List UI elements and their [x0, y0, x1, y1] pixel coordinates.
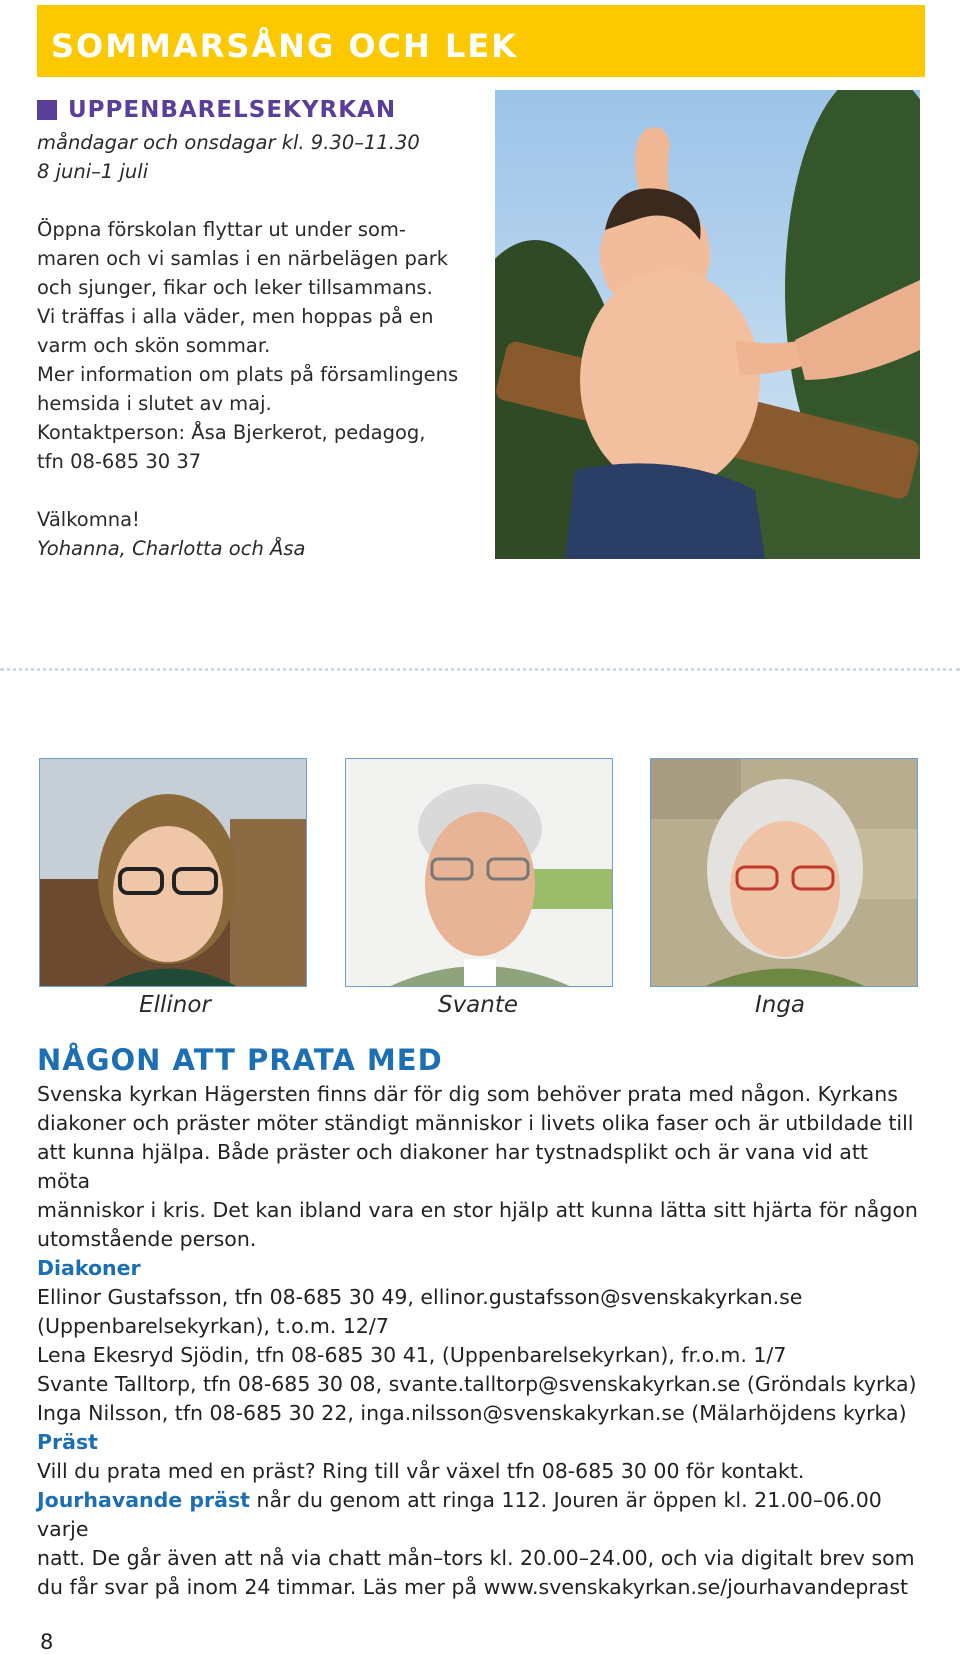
duty-line: du får svar på inom 24 timmar. Läs mer på www.svenskakyrkan.se/jourhavandeprast	[37, 1575, 909, 1599]
portrait-inga	[650, 758, 918, 987]
page-number: 8	[40, 1630, 54, 1654]
schedule-text: måndagar och onsdagar kl. 9.30–11.30	[37, 131, 420, 154]
intro-line: utomstående person.	[37, 1227, 257, 1251]
deacon-line: Inga Nilsson, tfn 08-685 30 22, inga.nilsson@svenskakyrkan.se (Mälarhöjdens kyrka)	[37, 1401, 907, 1425]
page-title: SOMMARSÅNG OCH LEK	[51, 27, 518, 65]
priest-label: Präst	[37, 1430, 98, 1454]
section-heading	[37, 96, 396, 124]
purple-square-icon	[37, 100, 57, 120]
body-line: och sjunger, fikar och leker tillsammans.	[37, 276, 433, 299]
name-caption: Svante	[437, 992, 519, 1018]
intro-line: Svenska kyrkan Hägersten finns där för dig som behöver prata med någon. Kyrkans	[37, 1082, 898, 1106]
portrait-svante	[345, 758, 613, 987]
body-line: varm och skön sommar.	[37, 334, 271, 357]
church-heading: UPPENBARELSEKYRKAN	[68, 97, 397, 123]
signature-text: Yohanna, Charlotta och Åsa	[37, 537, 306, 560]
duty-line	[37, 1486, 927, 1544]
duty-line: natt. De går även att nå via chatt mån–tors kl. 20.00–24.00, och via digitalt brev som	[37, 1546, 915, 1570]
deacon-line: Svante Talltorp, tfn 08-685 30 08, svante.talltorp@svenskakyrkan.se (Gröndals kyrka)	[37, 1372, 917, 1396]
name-caption: Inga	[754, 992, 806, 1018]
welcome-text: Välkomna!	[37, 508, 140, 531]
intro-line: människor i kris. Det kan ibland vara en stor hjälp att kunna lätta sitt hjärta för någon	[37, 1198, 918, 1222]
dotted-divider	[0, 668, 960, 671]
intro-line: diakoner och präster möter ständigt människor i livets olika faser och är utbildade till	[37, 1111, 914, 1135]
summer-intro	[37, 128, 487, 563]
deacon-line: Lena Ekesryd Sjödin, tfn 08-685 30 41, (Uppenbarelsekyrkan), fr.o.m. 1/7	[37, 1343, 787, 1367]
portrait-ellinor	[39, 758, 307, 987]
title-banner	[37, 5, 925, 77]
body-line: hemsida i slutet av maj.	[37, 392, 272, 415]
body-line: maren och vi samlas i en närbelägen park	[37, 247, 449, 270]
body-line: Mer information om plats på församlingens	[37, 363, 459, 386]
duty-text: når du genom att ringa 112. Jouren är öppen kl. 21.00–06.00 varje	[37, 1488, 882, 1541]
body-line: Vi träffas i alla väder, men hoppas på en	[37, 305, 434, 328]
deacon-line: (Uppenbarelsekyrkan), t.o.m. 12/7	[37, 1314, 389, 1338]
name-caption: Ellinor	[139, 992, 211, 1018]
deacons-label: Diakoner	[37, 1256, 141, 1280]
intro-line: att kunna hjälpa. Både präster och diakoner har tystnadsplikt och är vana vid att möta	[37, 1140, 868, 1193]
dates-text: 8 juni–1 juli	[37, 160, 149, 183]
deacon-line: Ellinor Gustafsson, tfn 08-685 30 49, ellinor.gustafsson@svenskakyrkan.se	[37, 1285, 803, 1309]
body-line: tfn 08-685 30 37	[37, 450, 202, 473]
priest-text: Vill du prata med en präst? Ring till vår växel tfn 08-685 30 00 för kontakt.	[37, 1459, 805, 1483]
child-photo	[495, 90, 920, 559]
body-line: Öppna förskolan flyttar ut under som-	[37, 218, 406, 241]
body-line: Kontaktperson: Åsa Bjerkerot, pedagog,	[37, 421, 426, 444]
talk-heading: NÅGON ATT PRATA MED	[37, 1043, 443, 1077]
duty-label: Jourhavande präst	[37, 1488, 250, 1512]
talk-section	[37, 1042, 927, 1602]
